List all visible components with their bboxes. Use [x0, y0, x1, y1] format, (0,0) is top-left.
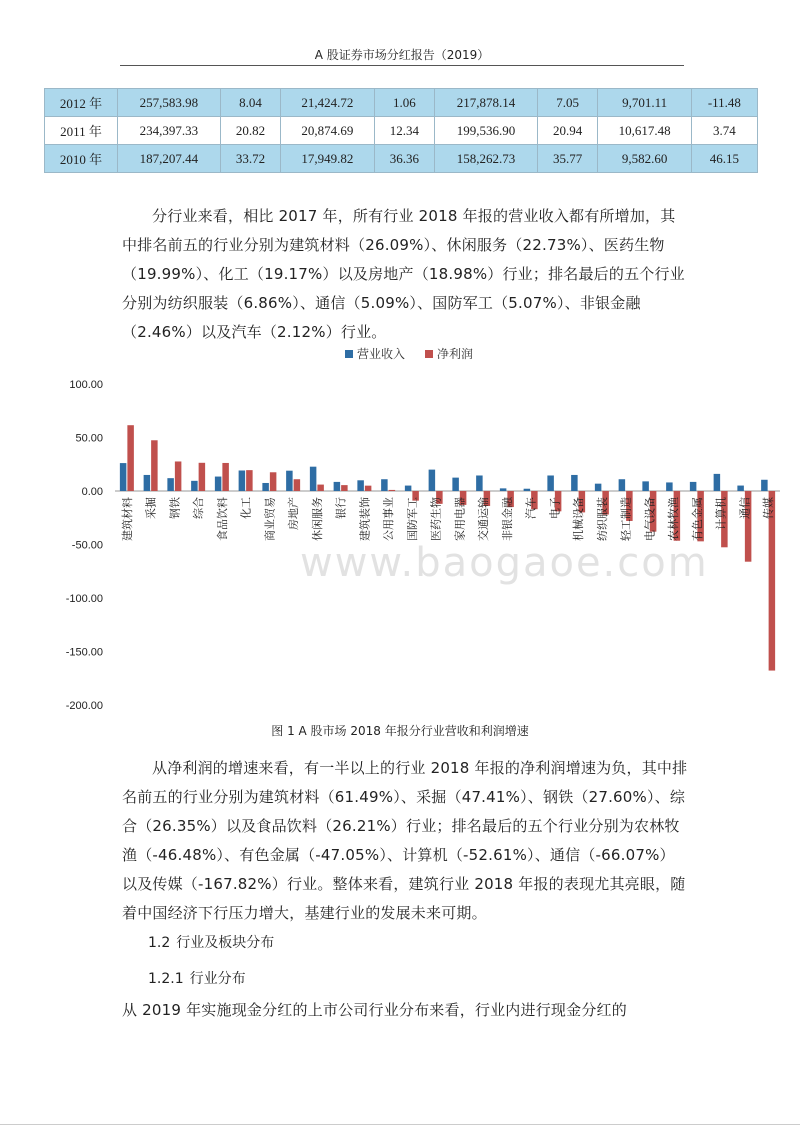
bar-revenue [642, 481, 649, 491]
y-tick-label: 0.00 [81, 486, 103, 498]
table-cell: 46.15 [691, 145, 757, 173]
table-cell: 234,397.33 [118, 117, 221, 145]
x-tick-label: 电子 [548, 497, 562, 519]
section-number: 1.2 [148, 935, 171, 951]
x-tick-label: 商业贸易 [263, 497, 277, 541]
table-year-cell: 2011 年 [45, 117, 118, 145]
x-tick-label: 计算机 [714, 497, 728, 530]
bar-profit [294, 479, 301, 491]
x-tick-label: 有色金属 [690, 497, 704, 541]
x-tick-label: 医药生物 [429, 497, 443, 541]
table-cell: 9,582.60 [598, 145, 691, 173]
bar-profit [246, 470, 253, 491]
table-cell: 1.06 [374, 89, 435, 117]
bar-revenue [144, 475, 151, 491]
table-cell: 21,424.72 [281, 89, 374, 117]
industry-growth-chart [40, 340, 790, 720]
paragraph-revenue [122, 202, 688, 347]
bar-revenue [761, 480, 768, 491]
bar-profit [389, 490, 396, 491]
bar-profit [127, 425, 134, 491]
x-tick-label: 采掘 [144, 497, 158, 519]
bar-revenue [666, 482, 673, 491]
table-cell: 20.94 [537, 117, 598, 145]
x-tick-label: 银行 [334, 497, 348, 519]
x-tick-label: 农林牧渔 [667, 497, 681, 541]
bar-revenue [476, 475, 483, 491]
x-tick-label: 建筑材料 [120, 497, 134, 541]
table-cell: 36.36 [374, 145, 435, 173]
y-tick-label: -200.00 [65, 700, 103, 712]
x-tick-label: 电气设备 [643, 497, 657, 541]
header-rule [120, 65, 684, 66]
bar-profit [199, 463, 206, 491]
bar-profit [270, 472, 277, 491]
table-row [45, 145, 758, 173]
legend-label-profit: 净利润 [437, 347, 474, 361]
table-cell: 9,701.11 [598, 89, 691, 117]
bar-revenue [239, 470, 246, 491]
x-tick-label: 传媒 [762, 497, 776, 519]
table-cell: -11.48 [691, 89, 757, 117]
x-tick-label: 国防军工 [405, 497, 419, 541]
x-tick-label: 通信 [738, 497, 752, 519]
table-cell: 217,878.14 [435, 89, 538, 117]
y-tick-label: -100.00 [65, 593, 103, 605]
table-cell: 12.34 [374, 117, 435, 145]
x-tick-label: 机械设备 [572, 497, 586, 541]
chart-caption: 图 1 A 股市场 2018 年报分行业营收和利润增速 [271, 724, 529, 738]
legend-swatch-profit [425, 350, 433, 358]
x-tick-label: 综合 [192, 497, 206, 519]
x-tick-label: 化工 [239, 497, 253, 519]
table-cell: 10,617.48 [598, 117, 691, 145]
x-tick-label: 休闲服务 [310, 497, 324, 541]
table-cell: 20,874.69 [281, 117, 374, 145]
bar-revenue [334, 482, 341, 491]
section-heading-1-2 [148, 932, 280, 952]
section-heading-1-2-1 [148, 968, 252, 988]
bar-revenue [381, 479, 388, 491]
table-year-cell: 2010 年 [45, 145, 118, 173]
bar-revenue [690, 482, 697, 491]
page-header: A 股证券市场分红报告（2019） [314, 48, 490, 62]
bar-revenue [524, 489, 531, 491]
x-tick-label: 建筑装饰 [358, 497, 372, 541]
y-tick-label: -50.00 [71, 539, 103, 552]
x-tick-label: 汽车 [524, 497, 538, 519]
bar-revenue [452, 478, 459, 491]
paragraph-revenue-text: 分行业来看，相比 2017 年，所有行业 2018 年报的营业收入都有所增加，其中排名前五的行业分别为建筑材料（26.09%）、休闲服务（22.73%）、医药生物（19.99%）、化工（19.17%）以及房地产（18.98%）行业；排名最后的五个行业分别为纺织服装（6.86%）、通信（5.09%）、国防军工（5.07%）、非银金融（2.46%）以及汽车（2.12%）行业。 [122, 207, 685, 341]
bar-profit [151, 440, 158, 491]
y-tick-label: 100.00 [69, 379, 103, 391]
paragraph-profit [122, 754, 688, 928]
table-cell: 8.04 [220, 89, 281, 117]
bar-revenue [429, 470, 436, 491]
bar-revenue [714, 474, 721, 491]
table-cell: 7.05 [537, 89, 598, 117]
bar-profit [175, 461, 182, 491]
section-title: 行业及板块分布 [176, 935, 275, 951]
bar-revenue [500, 488, 507, 491]
bar-profit [341, 485, 348, 491]
table-cell: 20.82 [220, 117, 281, 145]
section-number: 1.2.1 [148, 971, 184, 987]
paragraph-distribution [122, 996, 688, 1025]
x-tick-label: 交通运输 [477, 497, 491, 541]
bar-revenue [167, 478, 174, 491]
section-title: 行业分布 [189, 971, 246, 987]
x-tick-label: 食品饮料 [215, 497, 229, 541]
bar-revenue [571, 475, 578, 491]
table-cell: 3.74 [691, 117, 757, 145]
bar-profit [222, 463, 229, 491]
bar-revenue [286, 471, 293, 491]
table-year-cell: 2012 年 [45, 89, 118, 117]
x-tick-label: 家用电器 [453, 497, 467, 541]
legend-label-revenue: 营业收入 [357, 347, 406, 361]
bar-revenue [595, 484, 602, 491]
bar-profit [317, 485, 324, 491]
bar-revenue [310, 467, 317, 491]
bar-revenue [737, 486, 744, 491]
bar-revenue [619, 479, 626, 491]
bar-revenue [405, 486, 412, 491]
x-tick-label: 钢铁 [168, 497, 182, 519]
table-cell: 187,207.44 [118, 145, 221, 173]
table-cell: 35.77 [537, 145, 598, 173]
y-tick-label: -150.00 [65, 646, 103, 659]
watermark: www.baogaoe.com [300, 540, 709, 586]
table-cell: 17,949.82 [281, 145, 374, 173]
bottom-rule [0, 1124, 800, 1125]
annual-data-table [44, 88, 758, 173]
bar-revenue [262, 483, 269, 491]
bar-revenue [191, 481, 198, 491]
table-cell: 158,262.73 [435, 145, 538, 173]
bar-profit [365, 486, 372, 491]
table-row [45, 89, 758, 117]
x-tick-label: 公用事业 [382, 497, 396, 541]
bar-revenue [120, 463, 127, 491]
bar-revenue [357, 480, 364, 491]
x-tick-label: 纺织服装 [595, 497, 609, 541]
paragraph-profit-text: 从净利润的增速来看，有一半以上的行业 2018 年报的净利润增速为负，其中排名前五的行业分别为建筑材料（61.49%）、采掘（47.41%）、钢铁（27.60%）、综合（26.35%）以及食品饮料（26.21%）行业；排名最后的五个行业分别为农林牧渔（-46.48%）、有色金属（-47.05%）、计算机（-52.61%）、通信（-66.07%）以及传媒（-167.82%）行业。整体来看，建筑行业 2018 年报的表现尤其亮眼，随着中国经济下行压力增大，基建行业的发展未来可期。 [122, 759, 688, 922]
bar-revenue [547, 475, 554, 491]
table-cell: 33.72 [220, 145, 281, 173]
y-tick-label: 50.00 [75, 432, 103, 445]
table-cell: 199,536.90 [435, 117, 538, 145]
legend-swatch-revenue [345, 350, 353, 358]
x-tick-label: 非银金融 [500, 497, 514, 541]
x-tick-label: 轻工制造 [619, 497, 633, 541]
paragraph-distribution-text: 从 2019 年实施现金分红的上市公司行业分布来看，行业内进行现金分红的 [122, 1001, 627, 1019]
bar-revenue [215, 477, 222, 491]
table-row [45, 117, 758, 145]
table-cell: 257,583.98 [118, 89, 221, 117]
x-tick-label: 房地产 [287, 497, 301, 530]
